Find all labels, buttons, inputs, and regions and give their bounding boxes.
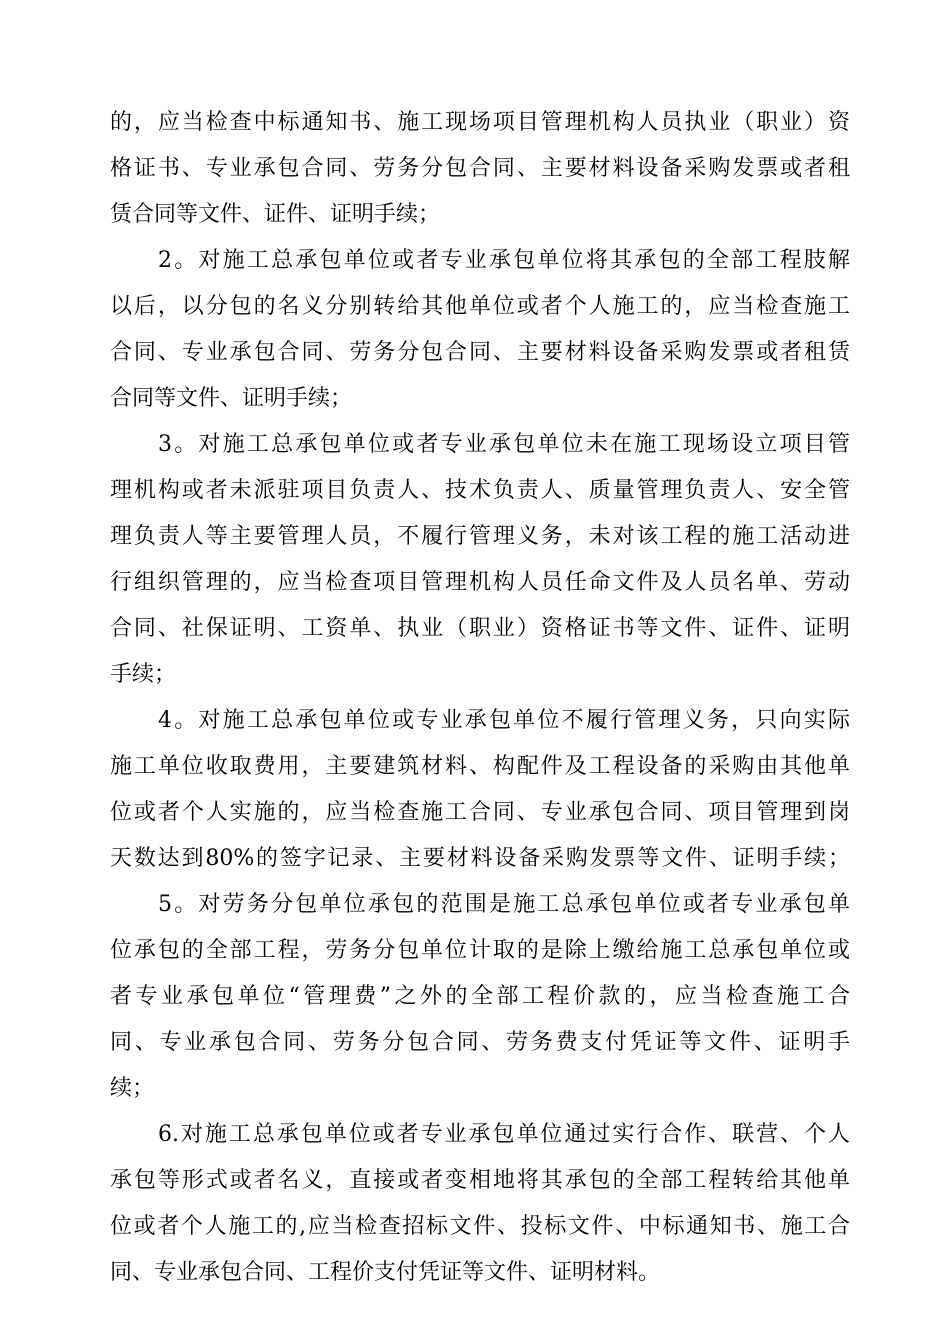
text-line: 赁合同等文件、证件、证明手续；: [110, 202, 441, 227]
text-line: 合同等文件、证明手续；: [110, 386, 353, 411]
text-line: 同、专业承包合同、劳务分包合同、劳务费支付凭证等文件、证明手: [110, 1030, 850, 1055]
text-line: 合同、专业承包合同、劳务分包合同、主要材料设备采购发票或者租赁: [110, 340, 850, 365]
text-line: 格证书、专业承包合同、劳务分包合同、主要材料设备采购发票或者租: [110, 156, 850, 181]
text-line: 理机构或者未派驻项目负责人、技术负责人、质量管理负责人、安全管: [110, 478, 850, 503]
text-line: 的，应当检查中标通知书、施工现场项目管理机构人员执业（职业）资: [110, 110, 850, 135]
text-line: 行组织管理的，应当检查项目管理机构人员任命文件及人员名单、劳动: [110, 570, 850, 595]
text-line: 3。对施工总承包单位或者专业承包单位未在施工现场设立项目管: [158, 432, 850, 457]
text-line: 理负责人等主要管理人员，不履行管理义务，未对该工程的施工活动进: [110, 524, 850, 549]
text-line: 以后，以分包的名义分别转给其他单位或者个人施工的，应当检查施工: [110, 294, 850, 319]
text-line: 施工单位收取费用，主要建筑材料、构配件及工程设备的采购由其他单: [110, 754, 850, 779]
text-line: 合同、社保证明、工资单、执业（职业）资格证书等文件、证件、证明: [110, 616, 850, 641]
text-line: 位或者个人实施的，应当检查施工合同、专业承包合同、项目管理到岗: [110, 800, 850, 825]
text-line: 承包等形式或者名义，直接或者变相地将其承包的全部工程转给其他单: [110, 1168, 850, 1193]
text-line: 4。对施工总承包单位或专业承包单位不履行管理义务，只向实际: [158, 708, 850, 733]
text-line: 位或者个人施工的,应当检查招标文件、投标文件、中标通知书、施工合: [110, 1214, 850, 1239]
text-line: 6.对施工总承包单位或者专业承包单位通过实行合作、联营、个人: [158, 1122, 850, 1147]
text-line: 天数达到80%的签字记录、主要材料设备采购发票等文件、证明手续；: [110, 846, 850, 871]
text-line: 者专业承包单位“管理费”之外的全部工程价款的，应当检查施工合: [110, 984, 850, 1009]
body-text: [110, 100, 850, 1296]
text-line: 手续；: [110, 662, 177, 687]
text-line: 同、专业承包合同、工程价支付凭证等文件、证明材料。: [110, 1260, 661, 1285]
text-line: 位承包的全部工程，劳务分包单位计取的是除上缴给施工总承包单位或: [110, 938, 850, 963]
text-line: 续；: [110, 1076, 155, 1101]
text-line: 2。对施工总承包单位或者专业承包单位将其承包的全部工程肢解: [158, 248, 850, 273]
text-line: 5。对劳务分包单位承包的范围是施工总承包单位或者专业承包单: [158, 892, 850, 917]
